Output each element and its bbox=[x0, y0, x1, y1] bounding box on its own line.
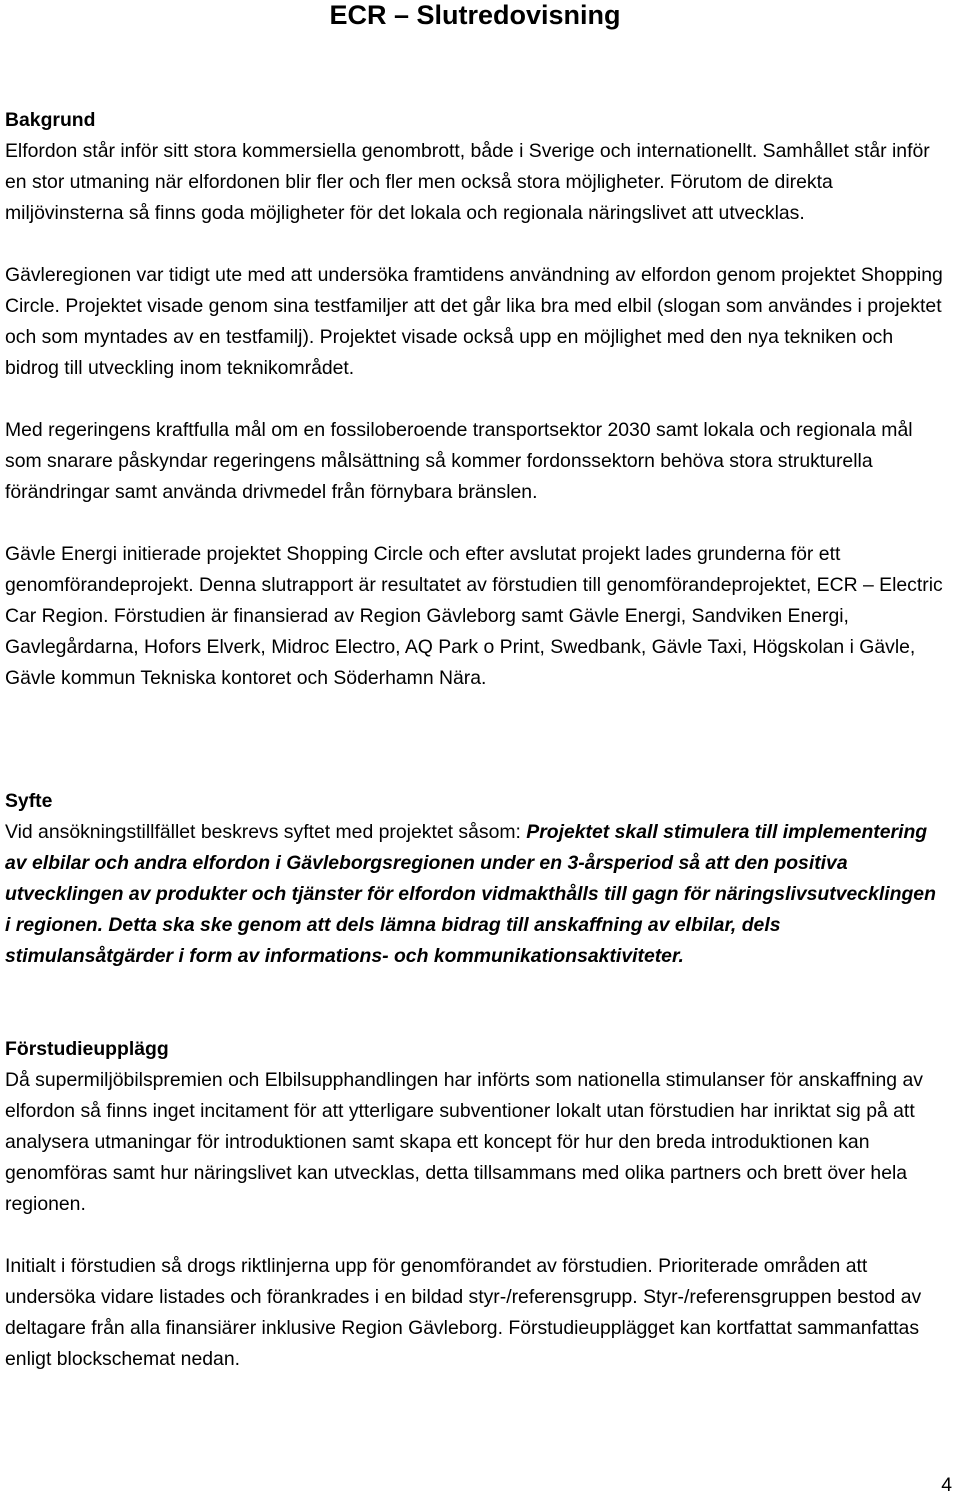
paragraph-bakgrund-1: Elfordon står inför sitt stora kommersiella genombrott, både i Sverige och internationellt. Samhållet står inför en stor utmaning när elfordonen blir fler och fler men också stora möjligheter. Förutom de direkta miljövinsterna så finns goda möjligheter för det lokala och regionala näringslivet att utvecklas. bbox=[5, 140, 930, 224]
section-syfte bbox=[5, 786, 945, 972]
syfte-intro: Vid ansökningstillfället beskrevs syftet med projektet såsom: bbox=[5, 821, 527, 843]
document-title: ECR – Slutredovisning bbox=[329, 0, 621, 30]
paragraph-forstudieupplagg-1: Då supermiljöbilspremien och Elbilsupphandlingen har införts som nationella stimulanser för anskaffning av elfordon så finns inget incitament för att ytterligare subventioner lokalt utan förstudien har inriktat sig på att analysera utmaningar för introduktionen samt skapa ett koncept för hur den breda introduktionen kan genomföras samt hur näringslivet kan utvecklas, detta tillsammans med olika partners och brett över hela regionen. bbox=[5, 1069, 923, 1215]
paragraph-forstudieupplagg-2: Initialt i förstudien så drogs riktlinjerna upp för genomförandet av förstudien. Prioriterade områden att undersöka vidare listades och förankrades i en bildad styr-/referensgrupp. Styr-/referensgruppen bestod av deltagare från alla finansiärer inklusive Region Gävleborg. Förstudieupplägget kan kortfattat sammanfattas enligt blockschemat nedan. bbox=[5, 1255, 922, 1370]
section-heading-forstudieupplagg: Förstudieupplägg bbox=[5, 1038, 169, 1060]
page-number: 4 bbox=[941, 1474, 952, 1496]
section-forstudieupplagg bbox=[5, 1034, 945, 1375]
paragraph-bakgrund-3: Med regeringens kraftfulla mål om en fossiloberoende transportsektor 2030 samt lokala och regionala mål som snarare påskyndar regeringens målsättning så kommer fordonssektorn behöva stora strukturella förändringar samt använda drivmedel från förnybara bränslen. bbox=[5, 419, 913, 503]
paragraph-bakgrund-4: Gävle Energi initierade projektet Shopping Circle och efter avslutat projekt lades grunderna för ett genomförandeprojekt. Denna slutrapport är resultatet av förstudien till genomförandeprojektet, ECR – Electric Car Region. Förstudien är finansierad av Region Gävleborg samt Gävle Energi, Sandviken Energi, Gavlegårdarna, Hofors Elverk, Midroc Electro, AQ Park o Print, Swedbank, Gävle Taxi, Högskolan i Gävle, Gävle kommun Tekniska kontoret och Söderhamn Nära. bbox=[5, 543, 943, 689]
syfte-emphasis: Projektet skall stimulera till implementering av elbilar och andra elfordon i Gävleborgsregionen under en 3-årsperiod så att den positiva utvecklingen av produkter och tjänster för elfordon vidmakthålls till gagn för näringslivsutvecklingen i regionen. Detta ska ske genom att dels lämna bidrag till anskaffning av elbilar, dels stimulansåtgärder i form av informations- och kommunikationsaktiviteter. bbox=[5, 821, 936, 967]
section-heading-syfte: Syfte bbox=[5, 790, 53, 812]
section-bakgrund bbox=[5, 105, 945, 694]
paragraph-bakgrund-2: Gävleregionen var tidigt ute med att undersöka framtidens användning av elfordon genom projektet Shopping Circle. Projektet visade genom sina testfamiljer att det går lika bra med elbil (slogan som användes i projektet och som myntades av en testfamilj). Projektet visade också upp en möjlighet med den nya tekniken och bidrog till utveckling inom teknikområdet. bbox=[5, 264, 943, 379]
paragraph-syfte bbox=[5, 817, 945, 972]
section-heading-bakgrund: Bakgrund bbox=[5, 109, 96, 131]
